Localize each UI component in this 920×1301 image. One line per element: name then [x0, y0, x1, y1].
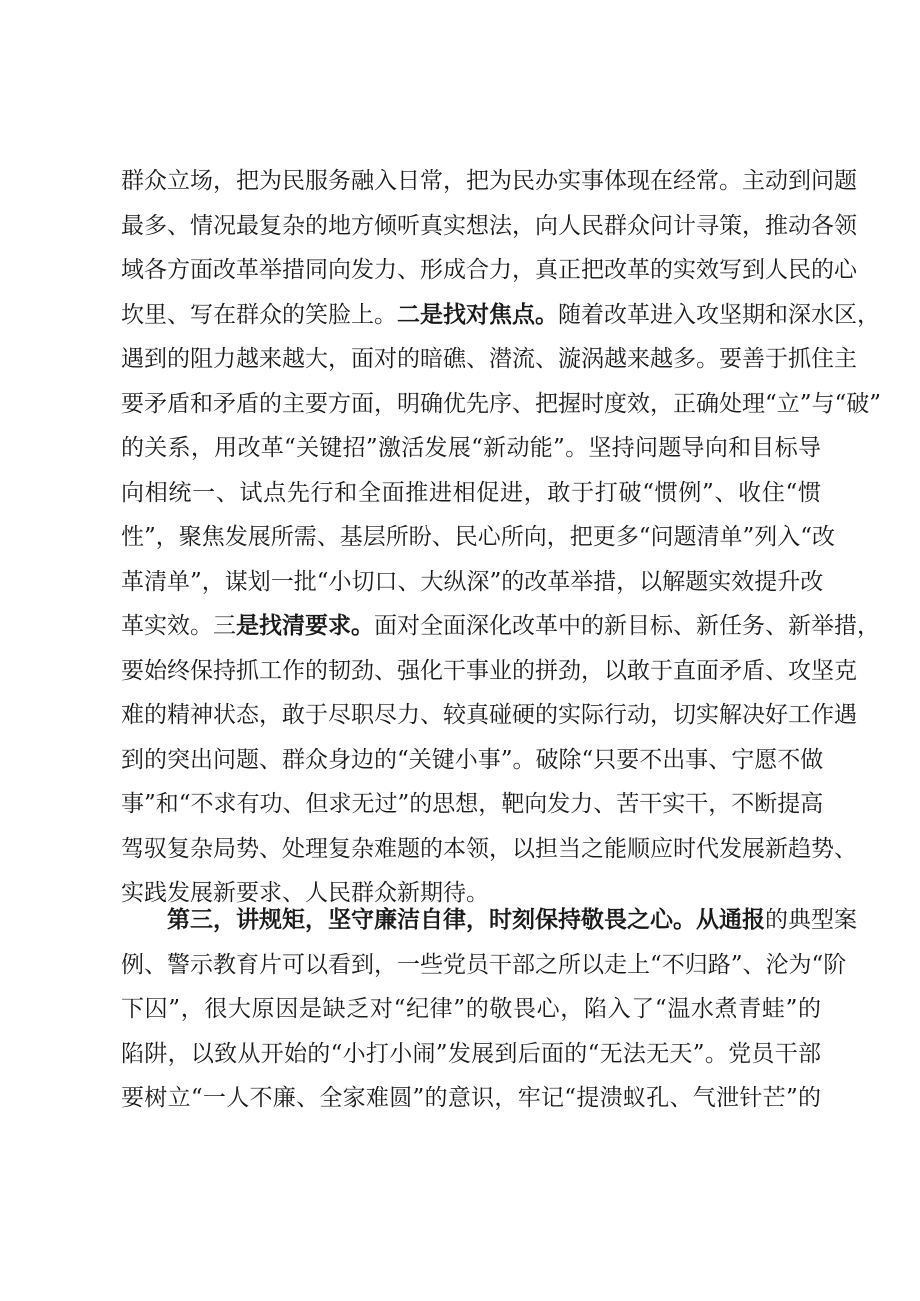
- text-line: 域各方面改革举措同向发力、形成合力，真正把改革的实效写到人民的心: [121, 257, 857, 283]
- bold-heading-3: 是找清要求。: [236, 612, 374, 639]
- text-line: 的关系，用改革“关键招”激活发展“新动能”。坚持问题导向和目标导: [121, 435, 821, 461]
- text-line: 向相统一、试点先行和全面推进相促进，敢于打破“惯例”、收住“惯: [121, 479, 821, 506]
- text-line: 革实效。三是找清要求。面对全面深化改革中的新目标、新任务、新举措，: [121, 612, 880, 639]
- section-heading-3: 第三，讲规矩，坚守廉洁自律，时刻保持敬畏之心。从通报: [167, 906, 765, 933]
- text-line: 例、警示教育片可以看到，一些党员干部之所以走上“不归路”、沦为“阶: [121, 951, 847, 978]
- text-line: 事”和“不求有功、但求无过”的思想，靶向发力、苦干实干，不断提高: [121, 791, 824, 817]
- bold-heading-2: 二是找对焦点。: [397, 300, 558, 328]
- text-line: 群众立场，把为民服务融入日常，把为民办实事体现在经常。主动到问题: [121, 168, 857, 194]
- text-line: 要树立“一人不廉、全家难圆”的意识，牢记“提溃蚁孔、气泄针芒”的: [121, 1085, 821, 1111]
- text-line: 革清单”，谋划一批“小切口、大纵深”的改革举措，以解题实效提升改: [121, 568, 824, 595]
- text-line: 难的精神状态，敢于尽职尽力、较真碰硬的实际行动，切实解决好工作遇: [121, 702, 857, 728]
- text-line: 第三，讲规矩，坚守廉洁自律，时刻保持敬畏之心。从通报的典型案: [167, 906, 857, 933]
- text-line: 要矛盾和矛盾的主要方面，明确优先序、把握时度效，正确处理“立”与“破”: [121, 390, 882, 417]
- text-line: 下囚”，很大原因是缺乏对“纪律”的敬畏心，陷入了“温水煮青蛙”的: [121, 996, 821, 1022]
- body-paragraph-2: [121, 898, 857, 1121]
- text-line: 遇到的阻力越来越大，面对的暗礁、潜流、漩涡越来越多。要善于抓住主: [121, 346, 857, 372]
- text-line: 到的突出问题、群众身边的“关键小事”。破除“只要不出事、宁愿不做: [121, 746, 824, 773]
- text-line: 实践发展新要求、人民群众新期待。: [121, 880, 489, 906]
- body-paragraph-1: [121, 159, 882, 916]
- text-line: 要始终保持抓工作的韧劲、强化干事业的拼劲，以敢于直面矛盾、攻坚克: [121, 657, 857, 684]
- text-line: 坎里、写在群众的笑脸上。二是找对焦点。随着改革进入攻坚期和深水区，: [121, 300, 880, 328]
- text-line: 性”，聚焦发展所需、基层所盼、民心所向，把更多“问题清单”列入“改: [121, 524, 836, 550]
- text-line: 最多、情况最复杂的地方倾听真实想法，向人民群众问计寻策，推动各领: [121, 212, 857, 239]
- text-line: 驾驭复杂局势、处理复杂难题的本领，以担当之能顺应时代发展新趋势、: [121, 835, 857, 862]
- text-line: 陷阱，以致从开始的“小打小闹”发展到后面的“无法无天”。党员干部: [121, 1040, 821, 1067]
